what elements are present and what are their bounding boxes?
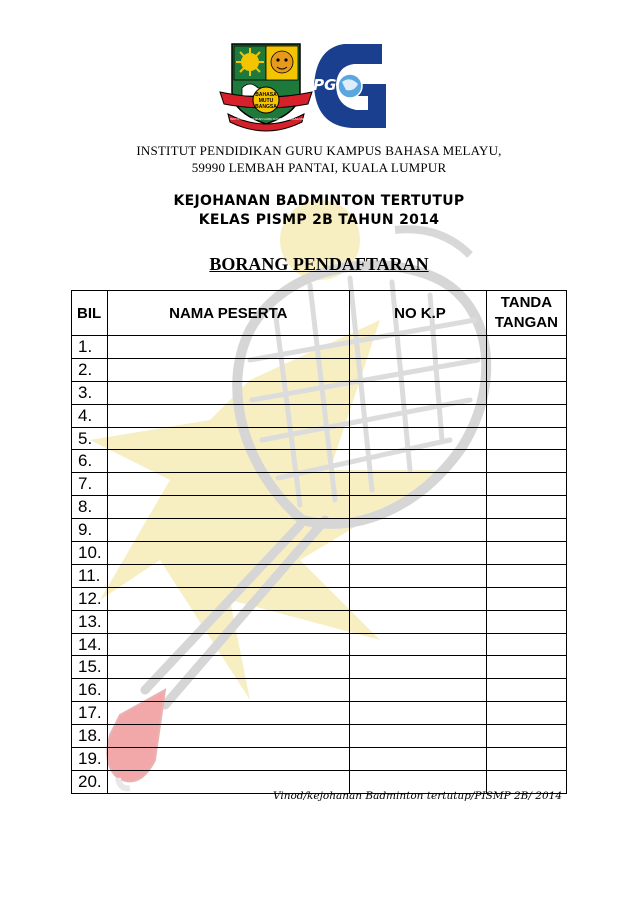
tanda-tangan-cell[interactable]: [486, 610, 566, 633]
logo-row: [0, 40, 638, 140]
no-kp-cell[interactable]: [349, 473, 486, 496]
no-kp-cell[interactable]: [349, 725, 486, 748]
nama-peserta-cell[interactable]: [108, 427, 349, 450]
nama-peserta-cell[interactable]: [108, 679, 349, 702]
crest-ribbon-text: BAHASA MUTU BANGSA: [255, 92, 277, 110]
tanda-tangan-cell[interactable]: [486, 496, 566, 519]
table-row: [72, 473, 567, 496]
table-row: [72, 336, 567, 359]
table-row: [72, 610, 567, 633]
no-kp-cell[interactable]: [349, 587, 486, 610]
nama-peserta-cell[interactable]: [108, 656, 349, 679]
no-kp-cell[interactable]: [349, 610, 486, 633]
event-title: KEJOHANAN BADMINTON TERTUTUP: [173, 193, 465, 209]
table-row: [72, 358, 567, 381]
tanda-tangan-cell[interactable]: [486, 725, 566, 748]
tanda-tangan-cell[interactable]: [486, 564, 566, 587]
nama-peserta-cell[interactable]: [108, 610, 349, 633]
tanda-tangan-cell[interactable]: [486, 702, 566, 725]
row-number: 8.: [72, 496, 108, 519]
form-title: BORANG PENDAFTARAN: [209, 254, 429, 274]
tanda-tangan-cell[interactable]: [486, 656, 566, 679]
table-row: [72, 748, 567, 771]
tanda-tangan-cell[interactable]: [486, 381, 566, 404]
header-nama-peserta: NAMA PESERTA: [108, 291, 349, 336]
nama-peserta-cell[interactable]: [108, 587, 349, 610]
nama-peserta-cell[interactable]: [108, 381, 349, 404]
nama-peserta-cell[interactable]: [108, 450, 349, 473]
nama-peserta-cell[interactable]: [108, 564, 349, 587]
header-tanda-line1: TANDA: [500, 294, 553, 311]
row-number: 19.: [72, 748, 108, 771]
table-row: [72, 450, 567, 473]
row-number: 1.: [72, 336, 108, 359]
table-row: [72, 702, 567, 725]
table-row: [72, 427, 567, 450]
table-row: [72, 381, 567, 404]
ipg-logo-text: iPG: [308, 76, 337, 94]
row-number: 20.: [72, 770, 108, 793]
table-row: [72, 542, 567, 565]
row-number: 13.: [72, 610, 108, 633]
no-kp-cell[interactable]: [349, 519, 486, 542]
no-kp-cell[interactable]: [349, 450, 486, 473]
nama-peserta-cell[interactable]: [108, 336, 349, 359]
tanda-tangan-cell[interactable]: [486, 542, 566, 565]
row-number: 9.: [72, 519, 108, 542]
no-kp-cell[interactable]: [349, 679, 486, 702]
no-kp-cell[interactable]: [349, 633, 486, 656]
registration-table: [71, 290, 567, 794]
no-kp-cell[interactable]: [349, 656, 486, 679]
row-number: 14.: [72, 633, 108, 656]
nama-peserta-cell[interactable]: [108, 702, 349, 725]
table-row: [72, 496, 567, 519]
header-no-kp: NO K.P: [349, 291, 486, 336]
table-header-row: [72, 291, 567, 336]
table-row: [72, 519, 567, 542]
institution-address: 59990 LEMBAH PANTAI, KUALA LUMPUR: [191, 160, 447, 175]
row-number: 17.: [72, 702, 108, 725]
row-number: 11.: [72, 564, 108, 587]
no-kp-cell[interactable]: [349, 702, 486, 725]
nama-peserta-cell[interactable]: [108, 519, 349, 542]
table-row: [72, 564, 567, 587]
table-row: [72, 656, 567, 679]
no-kp-cell[interactable]: [349, 496, 486, 519]
header-bil: BIL: [72, 291, 108, 336]
header-tanda-line2: TANGAN: [494, 314, 558, 331]
row-number: 6.: [72, 450, 108, 473]
tanda-tangan-cell[interactable]: [486, 450, 566, 473]
no-kp-cell[interactable]: [349, 748, 486, 771]
table-row: [72, 725, 567, 748]
no-kp-cell[interactable]: [349, 358, 486, 381]
nama-peserta-cell[interactable]: [108, 496, 349, 519]
row-number: 10.: [72, 542, 108, 565]
row-number: 4.: [72, 404, 108, 427]
row-number: 12.: [72, 587, 108, 610]
tanda-tangan-cell[interactable]: [486, 748, 566, 771]
no-kp-cell[interactable]: [349, 381, 486, 404]
institution-name: INSTITUT PENDIDIKAN GURU KAMPUS BAHASA MELAYU,: [136, 143, 502, 158]
table-row: [72, 633, 567, 656]
row-number: 2.: [72, 358, 108, 381]
no-kp-cell[interactable]: [349, 404, 486, 427]
row-number: 5.: [72, 427, 108, 450]
row-number: 16.: [72, 679, 108, 702]
tanda-tangan-cell[interactable]: [486, 587, 566, 610]
table-row: [72, 679, 567, 702]
no-kp-cell[interactable]: [349, 542, 486, 565]
tanda-tangan-cell[interactable]: [486, 427, 566, 450]
footer-reference: Vinod/kejohanan Badminton tertutup/PISMP 2B/ 2014: [272, 790, 562, 802]
nama-peserta-cell[interactable]: [108, 404, 349, 427]
table-row: [72, 587, 567, 610]
nama-peserta-cell[interactable]: [108, 748, 349, 771]
nama-peserta-cell[interactable]: [108, 725, 349, 748]
tanda-tangan-cell[interactable]: [486, 336, 566, 359]
tanda-tangan-cell[interactable]: [486, 633, 566, 656]
no-kp-cell[interactable]: [349, 564, 486, 587]
nama-peserta-cell[interactable]: [108, 358, 349, 381]
nama-peserta-cell[interactable]: [108, 542, 349, 565]
crest-motto-text: INSTITUT PENDIDIKAN GURU KAMPUS BAHASA MELAYU: [230, 117, 312, 121]
tanda-tangan-cell[interactable]: [486, 519, 566, 542]
nama-peserta-cell[interactable]: [108, 473, 349, 496]
tanda-tangan-cell[interactable]: [486, 679, 566, 702]
row-number: 15.: [72, 656, 108, 679]
tanda-tangan-cell[interactable]: [486, 404, 566, 427]
header-tanda-tangan: [486, 291, 566, 336]
row-number: 3.: [72, 381, 108, 404]
tanda-tangan-cell[interactable]: [486, 358, 566, 381]
no-kp-cell[interactable]: [349, 336, 486, 359]
row-number: 7.: [72, 473, 108, 496]
no-kp-cell[interactable]: [349, 427, 486, 450]
row-number: 18.: [72, 725, 108, 748]
shuttlecock-arc: [395, 229, 470, 255]
table-row: [72, 404, 567, 427]
nama-peserta-cell[interactable]: [108, 633, 349, 656]
tanda-tangan-cell[interactable]: [486, 473, 566, 496]
event-subtitle: KELAS PISMP 2B TAHUN 2014: [198, 212, 440, 228]
